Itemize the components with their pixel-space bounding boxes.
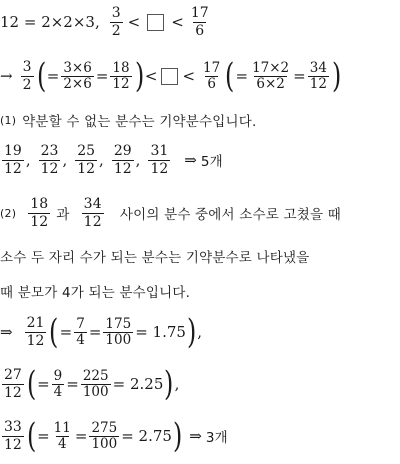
fraction: $\frac{23}{12}$ [40,142,59,177]
fraction: $\frac{19}{12}$ [4,142,22,177]
line-8: ⇒ $\frac{21}{12}$ ( = $\frac{7}{4}$ = $\frac{175}{100}$ = 1.75 ) , [0,312,202,352]
fraction: $\frac{21}{12}$ [26,314,45,349]
statement-text: 사이의 분수 중에서 소수로 고쳤을 때 [119,207,341,223]
fraction: $\frac{34}{12}$ [309,59,327,92]
implies-arrow: ⇒ [0,323,13,341]
implies-arrow: ⇒ [184,151,197,169]
line-6 [0,244,400,268]
statement-text: 때 분모가 4가 되는 분수입니다. [0,285,191,301]
line-10: $\frac{33}{12}$ ( = $\frac{11}{4}$ = $\frac{275}{100}$ = 2.75 ) ⇒ 3개 [4,416,228,456]
fraction: $\frac{17\times 2}{6\times 2}$ [252,59,290,92]
line-9: $\frac{27}{12}$ ( = $\frac{9}{4}$ = $\frac{225}{100}$ = 2.25 ) , [4,364,180,404]
fraction: $\frac{3}{2}$ [111,4,121,39]
fraction: $\frac{34}{12}$ [83,195,102,230]
fraction: $\frac{29}{12}$ [113,142,132,177]
left-paren: ( [36,56,46,96]
right-paren: ) [331,56,342,96]
line-1: 12 = 2×2×3, $\frac{3}{2}$ < < $\frac{17}{6}$ [0,4,209,39]
result: 5개 [200,154,223,170]
fraction: $\frac{3\times 6}{2\times 6}$ [63,59,92,92]
line-2: → $\frac{3}{2}$ ( = $\frac{3\times 6}{2\times 6}$ = $\frac{18}{12}$ ) < < $\frac{17}{6}$ ( = $\frac{17\times 2}{6\times 2}$ = $\frac{34}{12}$ ) [0,56,342,96]
fraction: $\frac{175}{100}$ [105,315,132,348]
line-4: $\frac{19}{12}$ , $\frac{23}{12}$ , $\frac{25}{12}$ , $\frac{29}{12}$ , $\frac{31}{12}$ ⇒ 5개 [4,142,223,177]
left-paren: ( [49,312,59,352]
blank-box [161,68,178,85]
fraction: $\frac{275}{100}$ [91,419,118,452]
fraction: $\frac{225}{100}$ [82,367,109,400]
right-paren: ) [172,416,183,456]
implies-arrow: ⇒ [189,427,202,445]
right-paren: ) [134,56,144,96]
left-paren: ( [26,364,37,404]
left-paren: ( [225,56,235,96]
item-number: (1) [0,113,17,127]
fraction: $\frac{18}{12}$ [112,59,130,92]
fraction: $\frac{9}{4}$ [53,367,63,400]
fraction: $\frac{27}{12}$ [4,366,22,401]
fraction: $\frac{33}{12}$ [4,418,22,453]
statement-text: 소수 두 자리 수가 되는 분수는 기약분수로 나타냈을 [0,250,310,266]
blank-box [147,14,164,31]
fraction: $\frac{3}{2}$ [22,58,32,93]
right-paren: ) [186,312,197,352]
fraction: $\frac{11}{4}$ [53,419,71,452]
line-7 [0,279,400,303]
fraction: $\frac{17}{6}$ [190,4,209,39]
fraction: $\frac{18}{12}$ [30,195,49,230]
fraction: $\frac{25}{12}$ [77,142,96,177]
fraction: $\frac{31}{12}$ [150,142,169,177]
line-5: (2) $\frac{18}{12}$ 과 $\frac{34}{12}$ 사이의 분수 중에서 소수로 고쳤을 때 [0,195,341,230]
result: 3개 [205,430,228,446]
statement-text: 약분할 수 없는 분수는 기약분수입니다. [22,114,257,130]
line-3 [0,108,400,132]
fraction: $\frac{7}{4}$ [76,315,85,348]
fraction: $\frac{17}{6}$ [203,59,221,92]
eq-factor: 12 = 2×2×3, [0,13,100,31]
arrow: → [0,67,13,85]
item-number: (2) [0,206,17,220]
left-paren: ( [26,416,37,456]
right-paren: ) [164,364,174,404]
